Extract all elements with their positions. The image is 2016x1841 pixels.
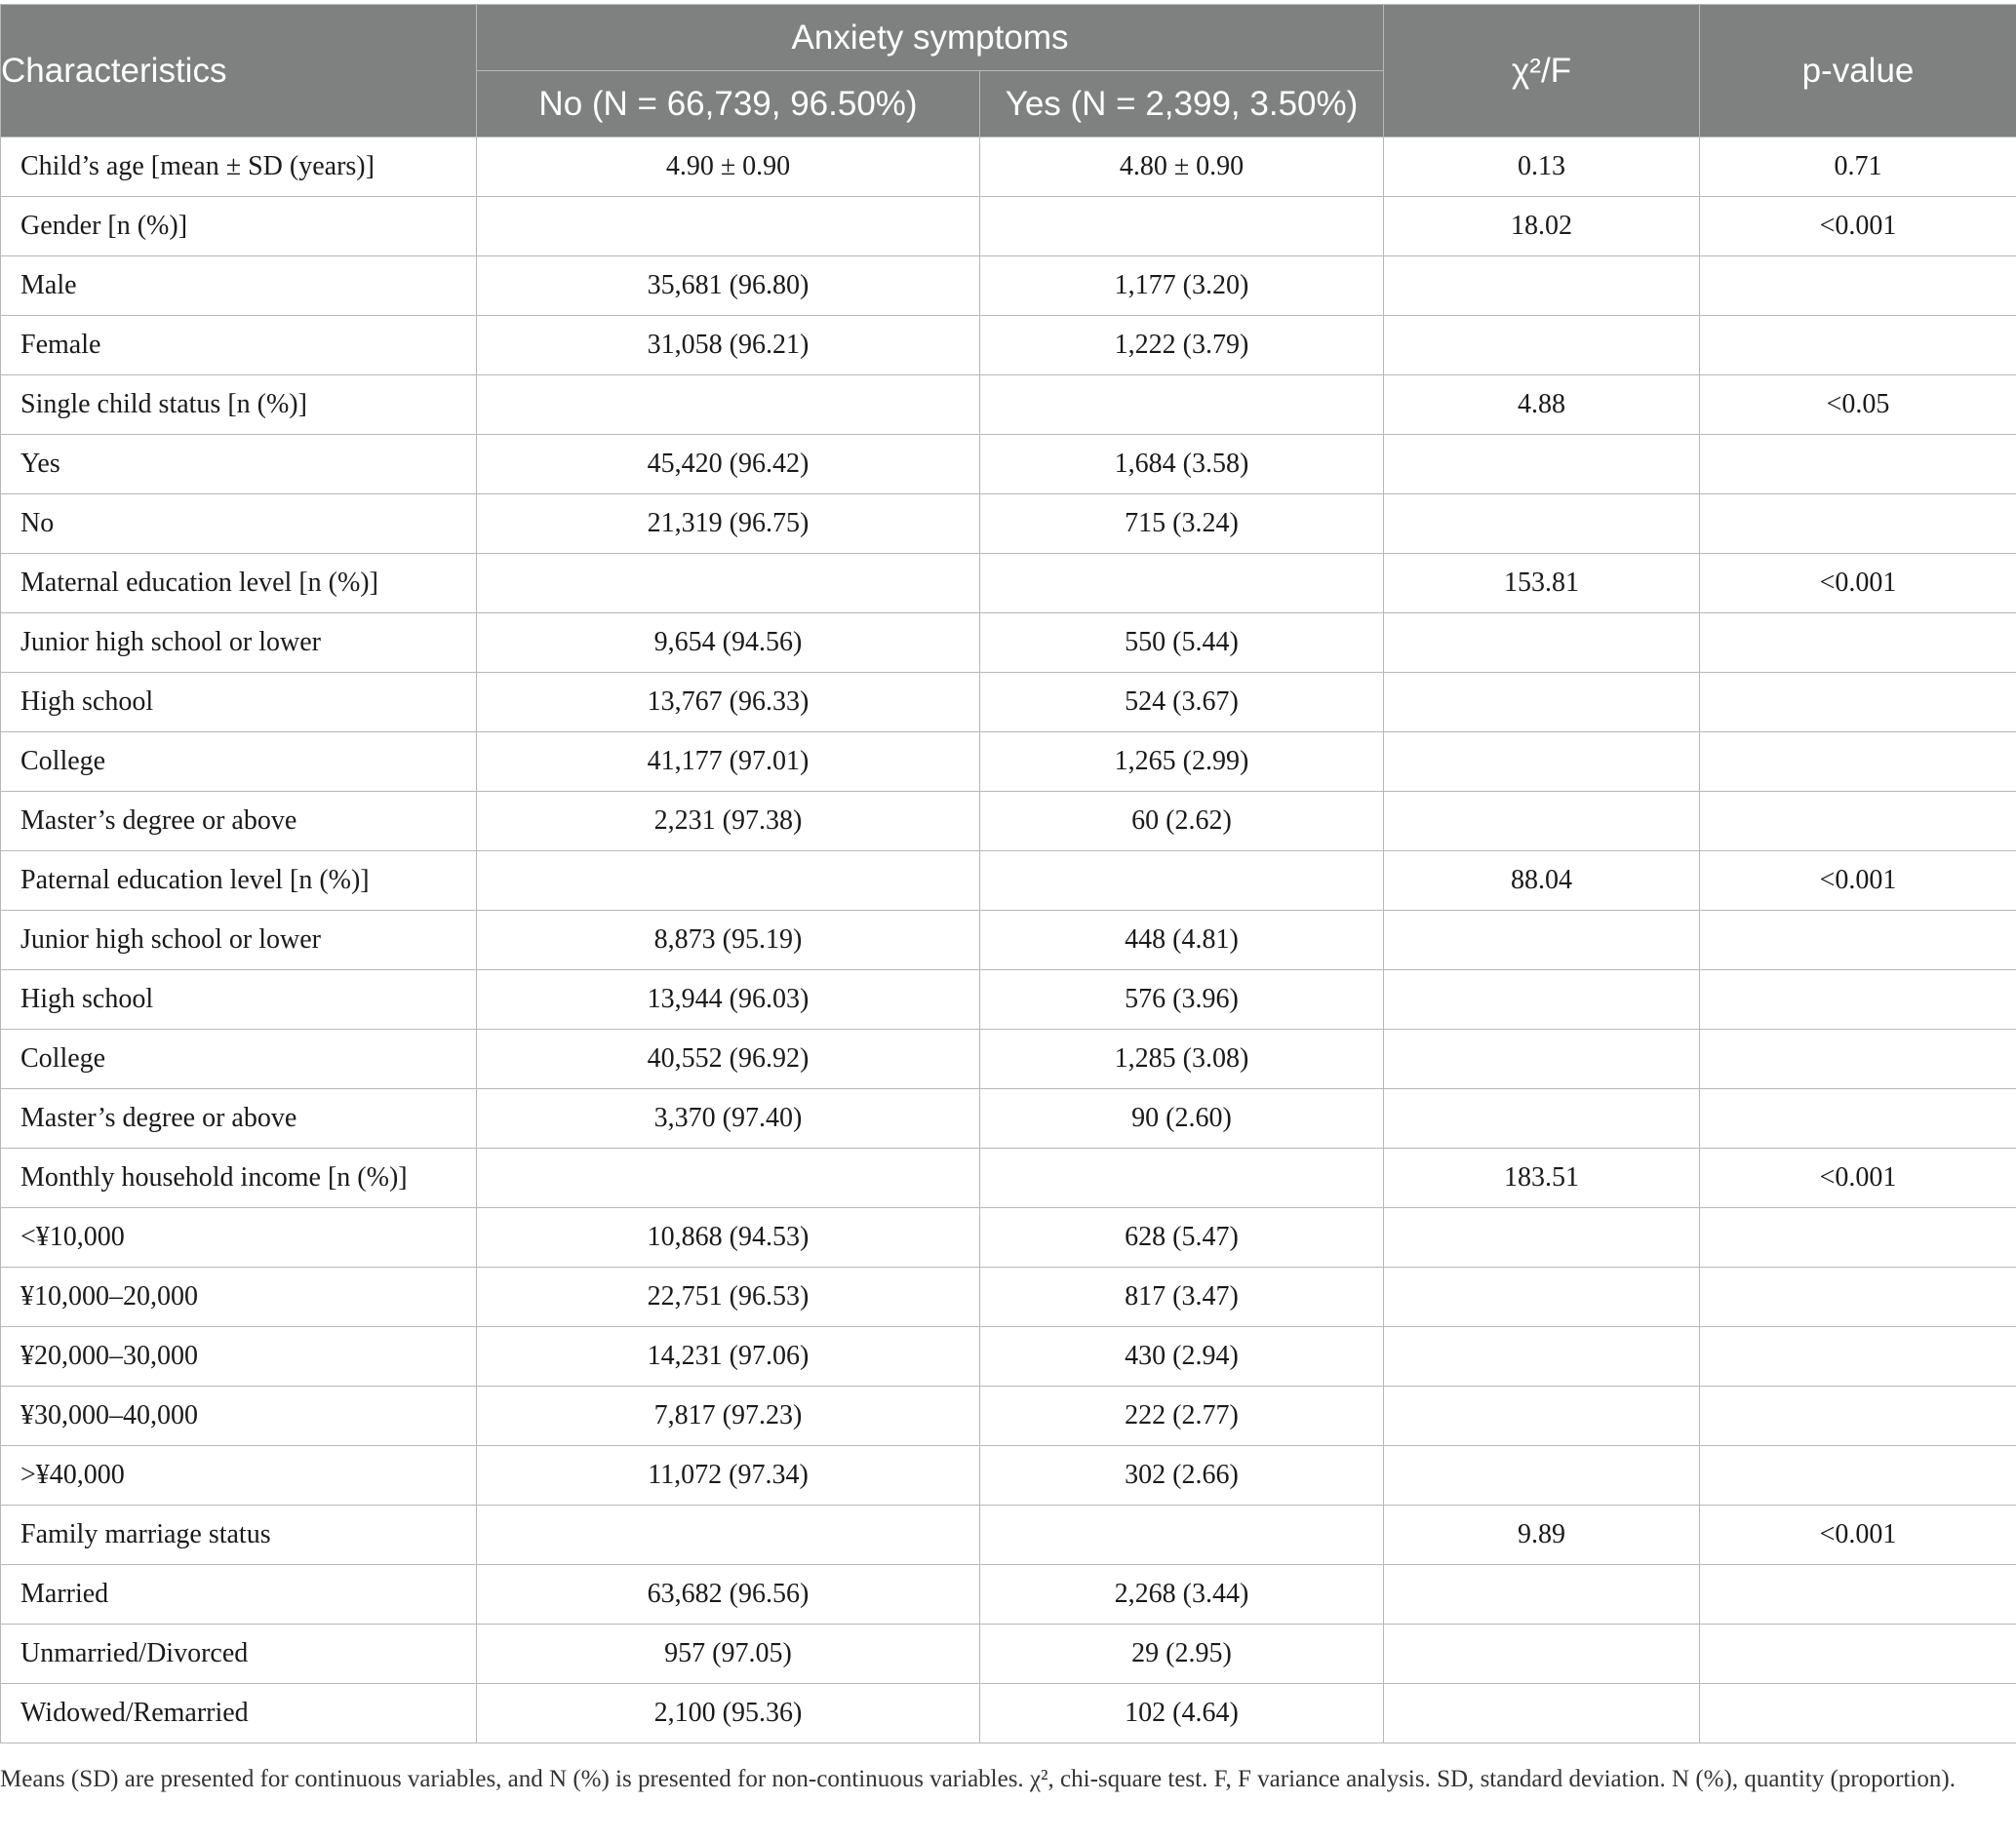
p-value: <0.001	[1700, 554, 2016, 613]
table-row	[1, 1387, 2016, 1446]
no-value: 21,319 (96.75)	[477, 494, 980, 554]
no-value: 63,682 (96.56)	[477, 1565, 980, 1625]
row-label: Monthly household income [n (%)]	[1, 1149, 477, 1208]
no-value: 13,767 (96.33)	[477, 673, 980, 732]
stat-value	[1384, 1268, 1700, 1327]
table-row	[1, 197, 2016, 256]
p-value	[1700, 494, 2016, 554]
stat-value	[1384, 673, 1700, 732]
p-value	[1700, 792, 2016, 851]
row-label: Child’s age [mean ± SD (years)]	[1, 137, 477, 197]
row-label: Master’s degree or above	[1, 792, 477, 851]
p-value	[1700, 256, 2016, 316]
stat-value	[1384, 613, 1700, 673]
yes-value: 817 (3.47)	[980, 1268, 1384, 1327]
no-value	[477, 851, 980, 911]
no-value: 3,370 (97.40)	[477, 1089, 980, 1149]
row-label: Yes	[1, 435, 477, 494]
table-row	[1, 1446, 2016, 1506]
stat-value	[1384, 435, 1700, 494]
no-value: 957 (97.05)	[477, 1625, 980, 1684]
table-row	[1, 494, 2016, 554]
stat-value	[1384, 1327, 1700, 1387]
stat-value	[1384, 1565, 1700, 1625]
row-label: No	[1, 494, 477, 554]
p-value	[1700, 673, 2016, 732]
stat-value	[1384, 1625, 1700, 1684]
yes-value: 550 (5.44)	[980, 613, 1384, 673]
row-label: Master’s degree or above	[1, 1089, 477, 1149]
table-row	[1, 970, 2016, 1030]
table-row	[1, 1684, 2016, 1743]
header-chi-f: χ²/F	[1384, 5, 1700, 137]
row-label: Family marriage status	[1, 1506, 477, 1565]
no-value: 41,177 (97.01)	[477, 732, 980, 792]
p-value	[1700, 1565, 2016, 1625]
p-value: <0.05	[1700, 375, 2016, 435]
row-label: >¥40,000	[1, 1446, 477, 1506]
row-label: Female	[1, 316, 477, 375]
no-value: 7,817 (97.23)	[477, 1387, 980, 1446]
p-value	[1700, 1625, 2016, 1684]
no-value: 8,873 (95.19)	[477, 911, 980, 970]
table-row	[1, 316, 2016, 375]
stat-value	[1384, 1684, 1700, 1743]
yes-value: 576 (3.96)	[980, 970, 1384, 1030]
yes-value	[980, 851, 1384, 911]
stat-value	[1384, 792, 1700, 851]
p-value	[1700, 435, 2016, 494]
yes-value: 1,222 (3.79)	[980, 316, 1384, 375]
stat-value	[1384, 1387, 1700, 1446]
row-label: Paternal education level [n (%)]	[1, 851, 477, 911]
row-label: Gender [n (%)]	[1, 197, 477, 256]
stat-value	[1384, 911, 1700, 970]
yes-value: 2,268 (3.44)	[980, 1565, 1384, 1625]
no-value	[477, 1506, 980, 1565]
no-value: 31,058 (96.21)	[477, 316, 980, 375]
table-row	[1, 137, 2016, 197]
yes-value	[980, 554, 1384, 613]
no-value: 22,751 (96.53)	[477, 1268, 980, 1327]
yes-value: 60 (2.62)	[980, 792, 1384, 851]
p-value	[1700, 732, 2016, 792]
yes-value: 302 (2.66)	[980, 1446, 1384, 1506]
yes-value	[980, 1149, 1384, 1208]
table-row	[1, 851, 2016, 911]
p-value: <0.001	[1700, 197, 2016, 256]
row-label: Unmarried/Divorced	[1, 1625, 477, 1684]
yes-value: 1,177 (3.20)	[980, 256, 1384, 316]
row-label: ¥10,000–20,000	[1, 1268, 477, 1327]
row-label: Widowed/Remarried	[1, 1684, 477, 1743]
row-label: Married	[1, 1565, 477, 1625]
table-body	[1, 137, 2016, 1743]
table-row	[1, 613, 2016, 673]
row-label: High school	[1, 673, 477, 732]
table-row	[1, 1506, 2016, 1565]
p-value	[1700, 1208, 2016, 1268]
no-value: 2,100 (95.36)	[477, 1684, 980, 1743]
yes-value: 90 (2.60)	[980, 1089, 1384, 1149]
header-p-value: p-value	[1700, 5, 2016, 137]
table-row	[1, 256, 2016, 316]
header-characteristics: Characteristics	[1, 5, 477, 137]
stat-value: 88.04	[1384, 851, 1700, 911]
stat-value	[1384, 256, 1700, 316]
table-row	[1, 1030, 2016, 1089]
p-value: <0.001	[1700, 1149, 2016, 1208]
table-row	[1, 1327, 2016, 1387]
stat-value: 4.88	[1384, 375, 1700, 435]
yes-value: 102 (4.64)	[980, 1684, 1384, 1743]
table-row	[1, 792, 2016, 851]
p-value	[1700, 1268, 2016, 1327]
table-row	[1, 1268, 2016, 1327]
p-value	[1700, 1327, 2016, 1387]
p-value	[1700, 613, 2016, 673]
row-label: Maternal education level [n (%)]	[1, 554, 477, 613]
no-value: 4.90 ± 0.90	[477, 137, 980, 197]
yes-value	[980, 197, 1384, 256]
table-row	[1, 673, 2016, 732]
stat-value	[1384, 1446, 1700, 1506]
p-value	[1700, 911, 2016, 970]
row-label: Junior high school or lower	[1, 911, 477, 970]
stat-value: 153.81	[1384, 554, 1700, 613]
row-label: ¥20,000–30,000	[1, 1327, 477, 1387]
p-value	[1700, 1446, 2016, 1506]
stat-value	[1384, 316, 1700, 375]
no-value: 10,868 (94.53)	[477, 1208, 980, 1268]
yes-value: 222 (2.77)	[980, 1387, 1384, 1446]
row-label: High school	[1, 970, 477, 1030]
p-value	[1700, 970, 2016, 1030]
no-value: 45,420 (96.42)	[477, 435, 980, 494]
no-value: 2,231 (97.38)	[477, 792, 980, 851]
table-row	[1, 375, 2016, 435]
row-label: College	[1, 732, 477, 792]
no-value: 13,944 (96.03)	[477, 970, 980, 1030]
row-label: <¥10,000	[1, 1208, 477, 1268]
row-label: ¥30,000–40,000	[1, 1387, 477, 1446]
row-label: College	[1, 1030, 477, 1089]
no-value: 11,072 (97.34)	[477, 1446, 980, 1506]
header-yes-group: Yes (N = 2,399, 3.50%)	[980, 71, 1384, 137]
yes-value: 29 (2.95)	[980, 1625, 1384, 1684]
stat-value	[1384, 970, 1700, 1030]
table-row	[1, 911, 2016, 970]
stat-value: 18.02	[1384, 197, 1700, 256]
p-value: <0.001	[1700, 1506, 2016, 1565]
stat-value	[1384, 1208, 1700, 1268]
no-value: 9,654 (94.56)	[477, 613, 980, 673]
yes-value: 524 (3.67)	[980, 673, 1384, 732]
stat-value: 0.13	[1384, 137, 1700, 197]
yes-value: 1,285 (3.08)	[980, 1030, 1384, 1089]
no-value	[477, 375, 980, 435]
table-footnote: Means (SD) are presented for continuous variables, and N (%) is presented for non-continuous variables. χ², chi-square test. F, F variance analysis. SD, standard deviation. N (%), quantity (proportion).	[0, 1766, 1956, 1792]
table-container	[0, 4, 2016, 1743]
no-value	[477, 197, 980, 256]
characteristics-table	[0, 4, 2016, 1743]
table-row	[1, 1208, 2016, 1268]
p-value	[1700, 1030, 2016, 1089]
table-row	[1, 732, 2016, 792]
no-value: 40,552 (96.92)	[477, 1030, 980, 1089]
yes-value: 430 (2.94)	[980, 1327, 1384, 1387]
table-row	[1, 1089, 2016, 1149]
yes-value: 4.80 ± 0.90	[980, 137, 1384, 197]
table-row	[1, 1565, 2016, 1625]
p-value	[1700, 316, 2016, 375]
yes-value: 628 (5.47)	[980, 1208, 1384, 1268]
yes-value	[980, 375, 1384, 435]
table-header	[1, 5, 2016, 137]
yes-value: 1,265 (2.99)	[980, 732, 1384, 792]
no-value: 35,681 (96.80)	[477, 256, 980, 316]
yes-value: 448 (4.81)	[980, 911, 1384, 970]
no-value	[477, 554, 980, 613]
no-value	[477, 1149, 980, 1208]
table-row	[1, 1625, 2016, 1684]
table-row	[1, 554, 2016, 613]
p-value	[1700, 1387, 2016, 1446]
no-value: 14,231 (97.06)	[477, 1327, 980, 1387]
yes-value: 715 (3.24)	[980, 494, 1384, 554]
stat-value: 9.89	[1384, 1506, 1700, 1565]
table-row	[1, 435, 2016, 494]
row-label: Single child status [n (%)]	[1, 375, 477, 435]
yes-value: 1,684 (3.58)	[980, 435, 1384, 494]
stat-value	[1384, 1089, 1700, 1149]
stat-value	[1384, 732, 1700, 792]
p-value: <0.001	[1700, 851, 2016, 911]
stat-value	[1384, 494, 1700, 554]
row-label: Junior high school or lower	[1, 613, 477, 673]
header-anxiety-symptoms: Anxiety symptoms	[477, 5, 1384, 71]
stat-value	[1384, 1030, 1700, 1089]
yes-value	[980, 1506, 1384, 1565]
p-value: 0.71	[1700, 137, 2016, 197]
stat-value: 183.51	[1384, 1149, 1700, 1208]
p-value	[1700, 1089, 2016, 1149]
header-no-group: No (N = 66,739, 96.50%)	[477, 71, 980, 137]
p-value	[1700, 1684, 2016, 1743]
table-row	[1, 1149, 2016, 1208]
row-label: Male	[1, 256, 477, 316]
